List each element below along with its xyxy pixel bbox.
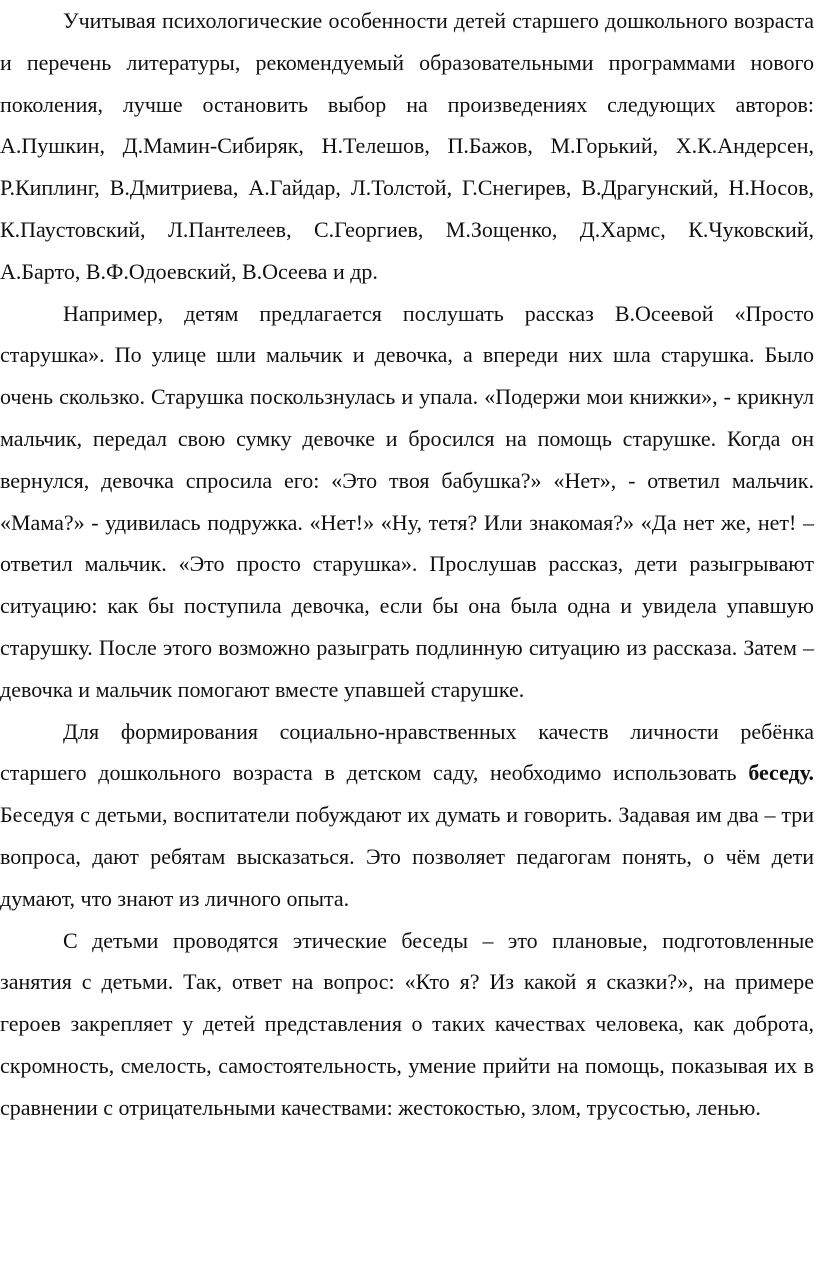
paragraph-conversation: [0, 711, 814, 920]
paragraph-conversation-intro: Для формирования социально-нравственных качеств личности ребёнка старшего дошкольного возраста в детском саду, необходимо использовать: [0, 718, 814, 786]
paragraph-conversation-rest: Беседуя с детьми, воспитатели побуждают их думать и говорить. Задавая им два – три вопроса, дают ребятам высказаться. Это позволяет педагогам понять, о чём дети думают, что знают из личного опыта.: [0, 802, 814, 911]
emphasis-term: беседу.: [748, 760, 814, 786]
paragraph-story-example: Например, детям предлагается послушать рассказ В.Осеевой «Просто старушка». По улице шли мальчик и девочка, а впереди них шла старушка. Было очень скользко. Старушка поскользнулась и упала. «Подержи мои книжки», - крикнул мальчик, передал свою сумку девочке и бросился на помощь старушке. Когда он вернулся, девочка спросила его: «Это твоя бабушка?» «Нет», - ответил мальчик. «Мама?» - удивилась подружка. «Нет!» «Ну, тетя? Или знакомая?» «Да нет же, нет! – ответил мальчик. «Это просто старушка». Прослушав рассказ, дети разыгрывают ситуацию: как бы поступила девочка, если бы она была одна и увидела упавшую старушку. После этого возможно разыграть подлинную ситуацию из рассказа. Затем – девочка и мальчик помогают вместе упавшей старушке.: [0, 300, 814, 702]
paragraph-ethical-talks: С детьми проводятся этические беседы – это плановые, подготовленные занятия с детьми. Так, ответ на вопрос: «Кто я? Из какой я сказки?», на примере героев закрепляет у детей представления о таких качествах человека, как доброта, скромность, смелость, самостоятельность, умение прийти на помощь, показывая их в сравнении с отрицательными качествами: жестокостью, злом, трусостью, ленью.: [0, 927, 814, 1120]
paragraph-authors: Учитывая психологические особенности детей старшего дошкольного возраста и перечень литературы, рекомендуемый образовательными программами нового поколения, лучше остановить выбор на произведениях следующих авторов: А.Пушкин, Д.Мамин-Сибиряк, Н.Телешов, П.Бажов, М.Горький, Х.К.Андерсен, Р.Киплинг, В.Дмитриева, А.Гайдар, Л.Толстой, Г.Снегирев, В.Драгунский, Н.Носов, К.Паустовский, Л.Пантелеев, С.Георгиев, М.Зощенко, Д.Хармс, К.Чуковский, А.Барто, В.Ф.Одоевский, В.Осеева и др.: [0, 8, 814, 284]
